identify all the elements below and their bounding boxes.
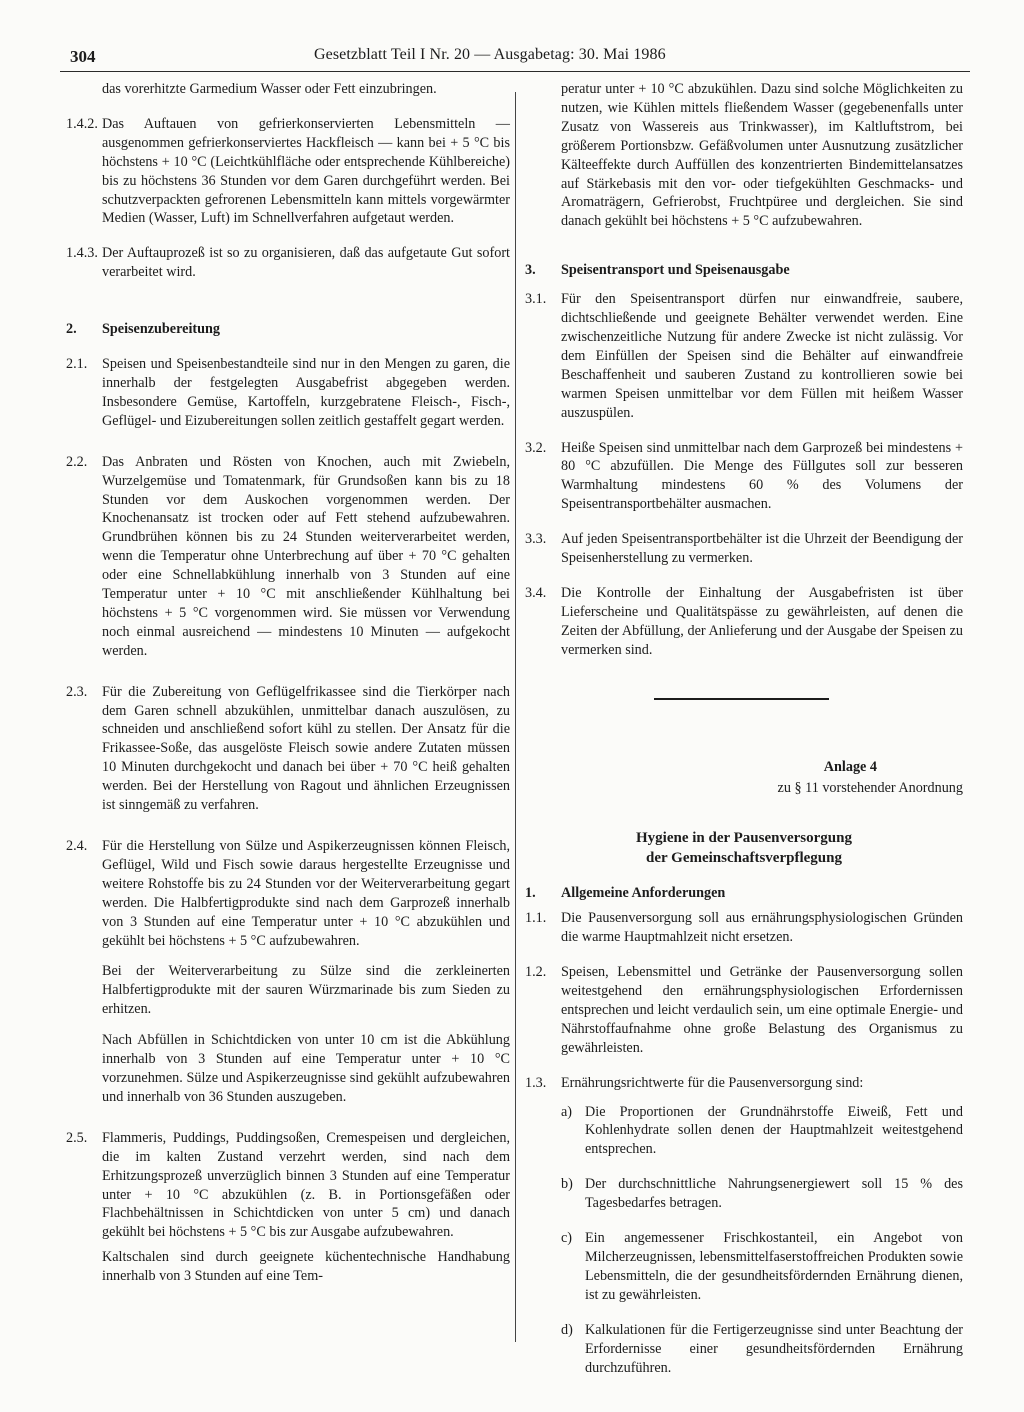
heading-speisenzubereitung [66, 320, 510, 339]
appendix-heading-line-1: Hygiene in der Pausenversorgung [636, 830, 852, 847]
section-2-5 [66, 1129, 510, 1286]
section-number: 3.3. [525, 531, 547, 548]
section-number: 3.4. [525, 584, 547, 601]
section-3-4 [525, 584, 963, 660]
appendix-heading-line-2: der Gemeinschaftsverpflegung [646, 850, 842, 867]
section-paragraph: Bei der Weiterverarbeitung zu Sülze sind die zerkleinerten Halbfertigprodukte mit der sauren Würzmarinade bis zum Sieden zu erhitzen. [102, 963, 510, 1018]
section-number: 2.2. [66, 453, 88, 470]
separator-rule [654, 698, 829, 700]
section-text: Speisen und Speisenbestandteile sind nur in den Mengen zu garen, die innerhalb der festgelegten Ausgabefrist abgegeben werden. Insbesondere Gemüse, Kartoffeln, kurzgebratene Fleisch-, Fisch-, Geflügel- und Eizubereitungen sollen zeitlich gestaffelt gegart werden. [102, 356, 510, 429]
heading-number: 3. [525, 262, 536, 279]
list-item [561, 1103, 963, 1160]
list-item-letter: d) [561, 1321, 573, 1338]
appendix-section-1-3 [525, 1074, 963, 1378]
section-3-3 [525, 530, 963, 568]
section-text: Der Auftauprozeß ist so zu organisieren, daß das aufgetaute Gut sofort verarbeitet wird. [102, 245, 510, 281]
section-text: Das Anbraten und Rösten von Knochen, auch mit Zwiebeln, Wurzelgemüse und Tomatenmark, für Grundsoßen kann bis zu 18 Stunden vor dem Auskochen vorgenommen werden. Der Knochenansatz ist trocken oder auf Fett stehend aufzubewahren. Grundbrühen können bis zu 24 Stunden weiterverarbeitet werden, wenn die Temperatur ohne Unterbrechung auf über + 70 °C gehalten oder eine Schnellabkühlung innerhalb von 3 Stunden auf eine Temperatur unter + 10 °C mit anschließender Kühlhaltung bei höchstens + 5 °C vorgenommen wird. Sie müssen vor Verwendung noch einmal ausreichend — mindestens 10 Minuten — aufgekocht werden. [102, 453, 510, 659]
list-item-letter: b) [561, 1176, 573, 1193]
section-3-2 [525, 439, 963, 515]
appendix-reference: zu § 11 vorstehender Anordnung [777, 780, 963, 797]
section-2-3 [66, 683, 510, 815]
section-2-2 [66, 453, 510, 661]
section-body [102, 837, 510, 1107]
column-divider [515, 92, 516, 1342]
section-number: 1.2. [525, 964, 547, 981]
section-text: Für die Zubereitung von Geflügelfrikassee sind die Tierkörper nach dem Garen schnell abzukühlen, unmittelbar danach auszulösen, zu schneiden und anschließend sofort kühl zu stellen. Der Ansatz für die Frikassee-Soße, das ausgelöste Fleisch sowie andere Zutaten müssen 10 Minuten durchgekocht und danach bei über + 70 °C heiß gehalten werden. Bei der Herstellung von Ragout und ähnlichen Erzeugnissen ist sinngemäß zu verfahren. [102, 683, 510, 814]
section-number: 2.4. [66, 838, 88, 854]
page-number: 304 [70, 47, 96, 66]
section-3-1 [525, 290, 963, 422]
section-number: 3.2. [525, 439, 547, 456]
section-text: Ernährungsrichtwerte für die Pausenversorgung sind: [561, 1074, 864, 1091]
section-body [102, 1129, 510, 1286]
heading-allgemeine-anforderungen [525, 884, 963, 903]
section-number: 1.4.3. [66, 245, 98, 262]
list-item-text: Ein angemessener Frischkostanteil, ein Angebot von Milcherzeugnissen, lebensmittelfaserstoffreichen Produkten sowie Lebensmitteln, die der gesundheitsfördernden Ernährung dienen, ist zu gewährleisten. [585, 1230, 963, 1303]
list-item [561, 1229, 963, 1305]
section-1-4-2 [66, 115, 510, 228]
section-number: 1.1. [525, 910, 547, 927]
section-number: 3.1. [525, 291, 547, 308]
section-number: 2.1. [66, 356, 88, 373]
section-text: Die Kontrolle der Einhaltung der Ausgabefristen ist über Lieferscheine und Qualitätspässe zu gewährleisten, auf denen die Zeiten der Abfüllung, der Anlieferung und der Ausgabe der Speisen zu vermerken sind. [561, 584, 963, 658]
heading-title: Speisentransport und Speisenausgabe [561, 262, 790, 279]
section-text: Das Auftauen von gefrierkonservierten Lebensmitteln — ausgenommen gefrierkonserviertes Hackfleisch — kann bei + 5 °C bis höchstens + 10 °C (Leichtkühlfläche oder entsprechende Kühlbereiche) bis zu höchstens 36 Stunden vor dem Garen durchgeführt werden. Bei schutzverpackten gefrorenen Lebensmitteln kann mittels vorgewärmter Medien (Wasser, Luft) im Schnellverfahren aufgetaut werden. [102, 115, 510, 227]
section-number: 2.3. [66, 683, 88, 700]
section-number: 1.3. [525, 1074, 547, 1091]
section-text: Speisen, Lebensmittel und Getränke der Pausenversorgung sollen weitestgehend den ernährungsphysiologischen Erfordernissen entsprechen und leicht verdaulich sein, um eine optimale Energie- und Nährstoffaufnahme ohne große Belastung des Organismus zu gewährleisten. [561, 964, 963, 1056]
left-column [66, 80, 510, 1286]
list-item-text: Kalkulationen für die Fertigerzeugnisse sind unter Beachtung der Erfordernisse einer gesundheitsfördernden Ernährung durchzuführen. [585, 1321, 963, 1376]
list-item-letter: c) [561, 1230, 573, 1247]
section-paragraph: Nach Abfüllen in Schichtdicken von unter 10 cm ist die Abkühlung innerhalb von 3 Stunden auf eine Temperatur unter + 10 °C vorzunehmen. Sülze und Aspikerzeugnisse sind gekühlt aufzubewahren und innerhalb von 36 Stunden auszugeben. [102, 1032, 510, 1105]
section-text: Für den Speisentransport dürfen nur einwandfreie, saubere, dichtschließende und geeignete Behälter verwendet werden. Eine zwischenzeitliche Nutzung für andere Zwecke ist nicht zulässig. Vor dem Einfüllen der Speisen sind die Behälter auf einwandfreie Beschaffenheit und sauberen Zustand zu kontrollieren sowie bei warmen Speisen unmittelbar vor dem Füllen mit heißem Wasser auszuspülen. [561, 291, 963, 421]
continued-text: das vorerhitzte Garmedium Wasser oder Fett einzubringen. [102, 81, 437, 97]
header-rule [60, 71, 970, 72]
section-text: Heiße Speisen sind unmittelbar nach dem Garprozeß bei mindestens + 80 °C abzufüllen. Die Menge des Füllgutes soll zur besseren Warmhaltung mindestens 60 % des Volumens der Speisentransportbehälter ausmachen. [561, 439, 963, 513]
heading-number: 2. [66, 321, 77, 338]
appendix-section-1-2 [525, 963, 963, 1058]
running-header: Gesetzblatt Teil I Nr. 20 — Ausgabetag: 30. Mai 1986 [314, 46, 666, 63]
section-paragraph: Für die Herstellung von Sülze und Aspikerzeugnissen können Fleisch, Geflügel, Wild und Fisch sowie daraus hergestellte Erzeugnisse und weitere Rohstoffe bis zu 24 Stunden vor der Weiterverarbeitung gegart werden. Die Halbfertigprodukte sind nach dem Garprozeß innerhalb von 3 Stunden auf eine Temperatur unter + 10 °C abzukühlen und gekühlt bei höchstens + 5 °C aufzubewahren. [102, 838, 510, 949]
section-number: 1.4.2. [66, 115, 98, 132]
right-column [525, 80, 963, 1377]
appendix-section-1-1 [525, 909, 963, 947]
continued-text: peratur unter + 10 °C abzukühlen. Dazu sind solche Möglichkeiten zu nutzen, wie Kühlen mittels fließendem Wasser (gegebenenfalls unter Zusatz von Wassereis aus Trinkwasser), im Kaltluftstrom, bei größerem Portionsbzw. Gefäßvolumen unter Ausnutzung zusätzlicher Kälteeffekte durch Auffüllen des konzentrierten Bindemittelansatzes auf Stärkebasis mit den vor- oder tiefgekühlten Geschmacks- und Aromaträgern, Gefrierobst, Fruchtpüree und dergleichen. Sie sind danach gekühlt bei höchstens + 5 °C aufzubewahren. [561, 81, 963, 230]
section-body [561, 1074, 963, 1378]
list-item [561, 1175, 963, 1213]
appendix-title: Anlage 4 [823, 758, 877, 775]
heading-title: Speisenzubereitung [102, 321, 220, 338]
heading-title: Allgemeine Anforderungen [561, 885, 726, 902]
section-text: Auf jeden Speisentransportbehälter ist die Uhrzeit der Beendigung der Speisenherstellung zu vermerken. [561, 531, 963, 567]
section-2-1 [66, 355, 510, 431]
list-item-letter: a) [561, 1103, 573, 1120]
heading-speisentransport [525, 261, 963, 280]
section-1-4-3 [66, 244, 510, 282]
section-text: Die Pausenversorgung soll aus ernährungsphysiologischen Gründen die warme Hauptmahlzeit nicht ersetzen. [561, 910, 963, 946]
section-paragraph: Flammeris, Puddings, Puddingsoßen, Cremespeisen und dergleichen, die im kalten Zustand verzehrt werden, sind nach dem Erhitzungsprozeß unverzüglich binnen 3 Stunden auf eine Temperatur unter + 10 °C abzukühlen (z. B. in Portionsgefäßen oder Flachbehältnissen in Schichtdicken von unter 5 cm) und danach gekühlt bei höchstens + 5 °C bis zur Ausgabe aufzubewahren. [102, 1129, 510, 1241]
section-paragraph: Kaltschalen sind durch geeignete küchentechnische Handhabung innerhalb von 3 Stunden auf eine Tem- [102, 1249, 510, 1285]
section-number: 2.5. [66, 1129, 88, 1146]
section-2-4 [66, 837, 510, 1107]
list-item-text: Die Proportionen der Grundnährstoffe Eiweiß, Fett und Kohlenhydrate sollen denen der Hauptmahlzeit weitestgehend entsprechen. [585, 1103, 963, 1158]
list-item-text: Der durchschnittliche Nahrungsenergiewert soll 15 % des Tagesbedarfes betragen. [585, 1176, 963, 1212]
list-item [561, 1321, 963, 1378]
heading-number: 1. [525, 885, 536, 902]
